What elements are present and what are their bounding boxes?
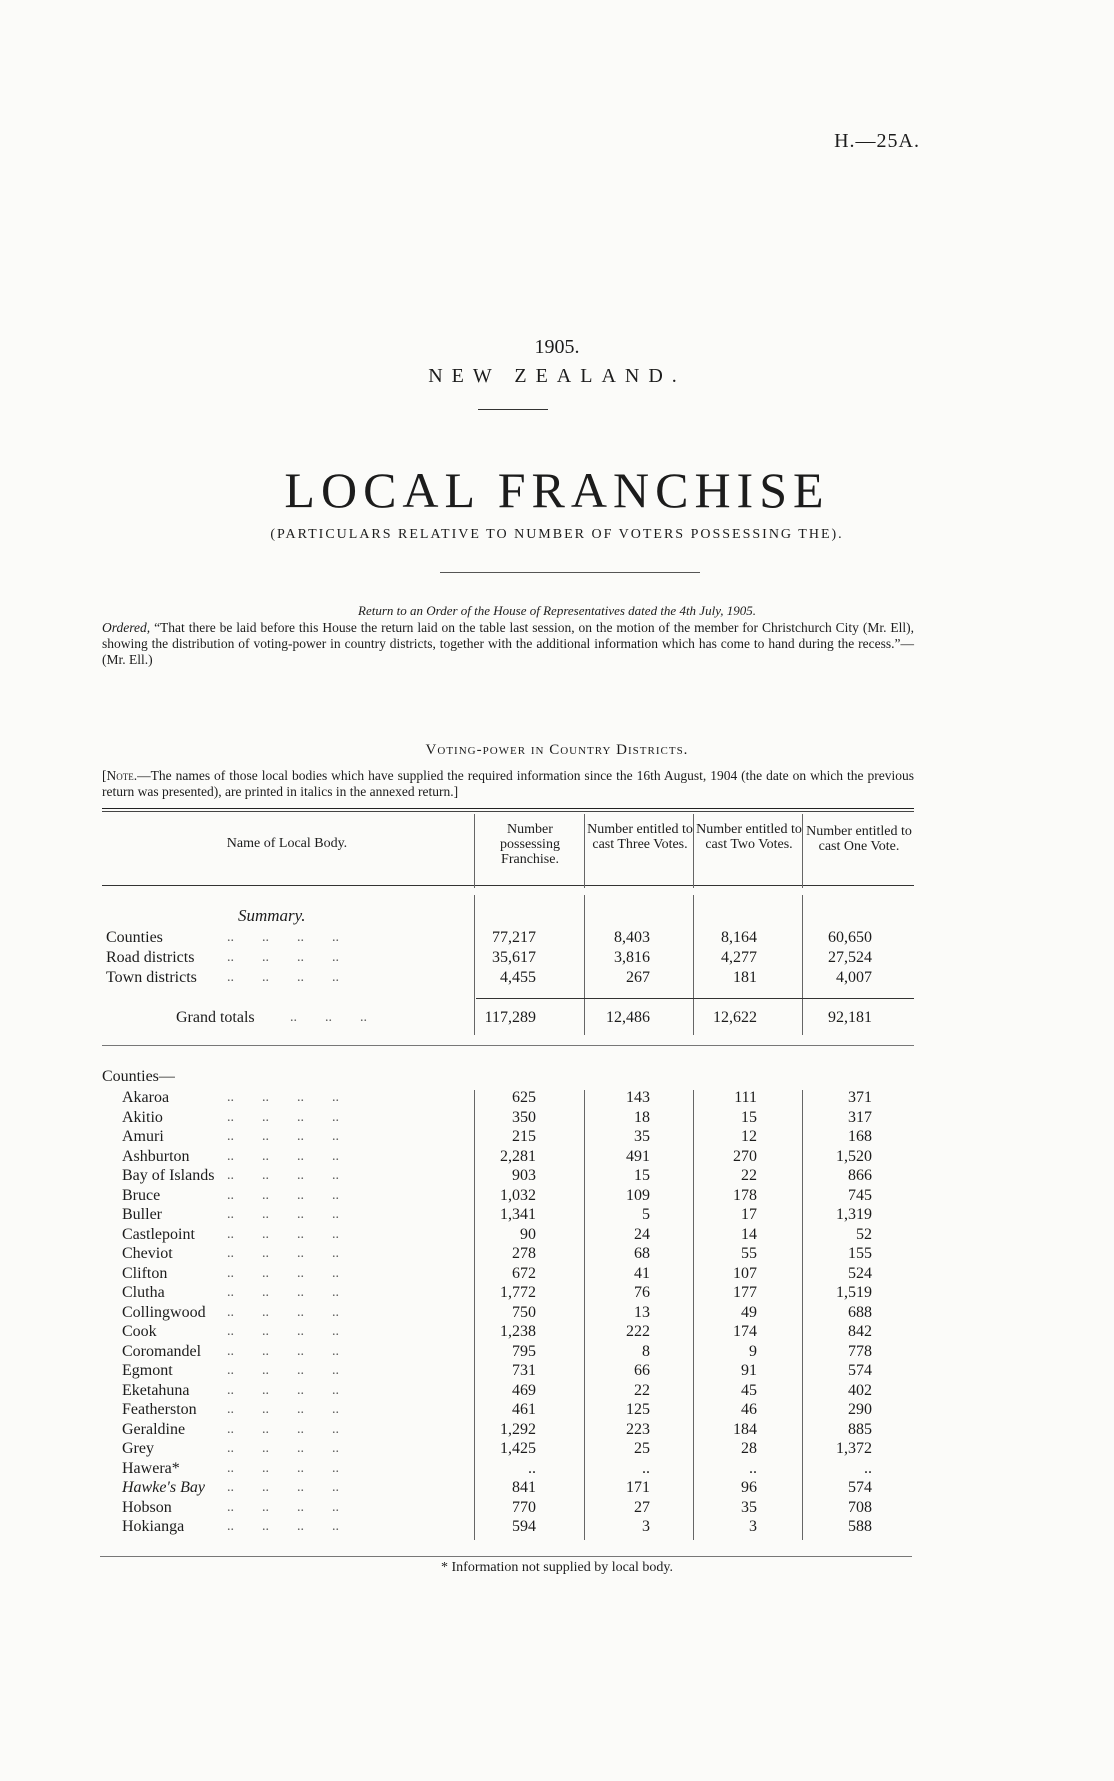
cell-one-vote: 168 bbox=[848, 1128, 872, 1145]
row-name: Akaroa bbox=[122, 1089, 170, 1106]
leader-dots: .. .. .. .. bbox=[220, 1246, 339, 1261]
cell-franchise: 1,425 bbox=[500, 1440, 536, 1457]
leader-dots: .. .. .. .. bbox=[220, 1480, 339, 1495]
table-row bbox=[0, 1205, 1114, 1224]
summary-label: Summary. bbox=[238, 906, 306, 925]
table-row bbox=[0, 1147, 1114, 1166]
leader-dots: .. .. .. .. bbox=[220, 1383, 339, 1398]
leader-dots: .. .. .. .. bbox=[220, 1441, 339, 1456]
leader-dots: .. .. .. .. bbox=[220, 950, 339, 965]
header-rule bbox=[102, 885, 914, 886]
table-row bbox=[0, 1225, 1114, 1244]
cell-three-votes: 76 bbox=[634, 1284, 650, 1301]
cell-three-votes: 223 bbox=[626, 1421, 650, 1438]
cell-three-votes: 8,403 bbox=[614, 929, 650, 946]
leader-dots: .. .. .. .. bbox=[220, 1285, 339, 1300]
ordered-lead: Ordered, bbox=[102, 620, 151, 635]
cell-one-vote: .. bbox=[864, 1460, 872, 1477]
leader-dots: .. .. .. .. bbox=[220, 1110, 339, 1125]
leader-dots: .. .. .. .. bbox=[220, 1422, 339, 1437]
column-header-franchise: Number possessing Franchise. bbox=[500, 822, 560, 867]
cell-two-votes: 17 bbox=[741, 1206, 757, 1223]
cell-three-votes: 171 bbox=[626, 1479, 650, 1496]
table-row bbox=[0, 1478, 1114, 1497]
cell-two-votes: 111 bbox=[734, 1089, 757, 1106]
cell-three-votes: 13 bbox=[634, 1304, 650, 1321]
table-row bbox=[0, 1283, 1114, 1302]
table-row bbox=[0, 1264, 1114, 1283]
cell-two-votes: .. bbox=[749, 1460, 757, 1477]
leader-dots: .. .. .. .. bbox=[220, 1129, 339, 1144]
cell-one-vote: 402 bbox=[848, 1382, 872, 1399]
table-row bbox=[0, 1088, 1114, 1107]
cell-three-votes: 15 bbox=[634, 1167, 650, 1184]
page-title: LOCAL FRANCHISE bbox=[284, 462, 830, 518]
cell-three-votes: 3,816 bbox=[614, 949, 650, 966]
cell-one-vote: 1,520 bbox=[836, 1148, 872, 1165]
table-row bbox=[0, 1498, 1114, 1517]
cell-two-votes: 46 bbox=[741, 1401, 757, 1418]
column-divider bbox=[474, 814, 475, 888]
leader-dots: .. .. .. .. bbox=[220, 1500, 339, 1515]
leader-dots: .. .. .. .. bbox=[220, 1168, 339, 1183]
paper-reference: H.—25A. bbox=[834, 130, 920, 152]
note-lead: [Note. bbox=[102, 768, 138, 783]
cell-one-vote: 574 bbox=[848, 1362, 872, 1379]
cell-two-votes: 177 bbox=[733, 1284, 757, 1301]
cell-one-vote: 842 bbox=[848, 1323, 872, 1340]
table-top-rule bbox=[102, 808, 914, 809]
cell-one-vote: 290 bbox=[848, 1401, 872, 1418]
row-name: Road districts bbox=[106, 949, 195, 966]
cell-three-votes: 12,486 bbox=[606, 1009, 650, 1026]
cell-three-votes: 27 bbox=[634, 1499, 650, 1516]
cell-franchise: 795 bbox=[512, 1343, 536, 1360]
cell-two-votes: 12,622 bbox=[713, 1009, 757, 1026]
cell-one-vote: 708 bbox=[848, 1499, 872, 1516]
cell-franchise: 841 bbox=[512, 1479, 536, 1496]
row-name: Grey bbox=[122, 1440, 154, 1457]
cell-two-votes: 28 bbox=[741, 1440, 757, 1457]
table-row bbox=[0, 968, 1114, 987]
table-bottom-rule bbox=[100, 1556, 912, 1557]
subtitle-divider bbox=[440, 572, 700, 573]
leader-dots: .. .. .. .. bbox=[220, 1227, 339, 1242]
cell-two-votes: 9 bbox=[749, 1343, 757, 1360]
cell-one-vote: 778 bbox=[848, 1343, 872, 1360]
row-name: Hawera* bbox=[122, 1460, 180, 1477]
cell-franchise: 2,281 bbox=[500, 1148, 536, 1165]
footnote: * Information not supplied by local body. bbox=[441, 1560, 673, 1575]
table-row bbox=[0, 1303, 1114, 1322]
table-row bbox=[0, 1342, 1114, 1361]
cell-two-votes: 35 bbox=[741, 1499, 757, 1516]
table-row bbox=[0, 1108, 1114, 1127]
row-name: Cook bbox=[122, 1323, 157, 1340]
cell-franchise: 35,617 bbox=[492, 949, 536, 966]
cell-three-votes: 267 bbox=[626, 969, 650, 986]
table-row bbox=[0, 1517, 1114, 1536]
cell-one-vote: 52 bbox=[856, 1226, 872, 1243]
cell-one-vote: 1,519 bbox=[836, 1284, 872, 1301]
cell-one-vote: 866 bbox=[848, 1167, 872, 1184]
cell-two-votes: 184 bbox=[733, 1421, 757, 1438]
leader-dots: .. .. .. .. bbox=[220, 1266, 339, 1281]
table-row bbox=[0, 1127, 1114, 1146]
row-name: Counties bbox=[106, 929, 163, 946]
note-text: —The names of those local bodies which have supplied the required information since the 16th August, 1904 (the date on which the previous return was presented), are printed in italics in the annexed return.] bbox=[102, 768, 914, 799]
column-divider bbox=[584, 814, 585, 888]
cell-one-vote: 1,372 bbox=[836, 1440, 872, 1457]
cell-franchise: .. bbox=[528, 1460, 536, 1477]
cell-three-votes: 8 bbox=[642, 1343, 650, 1360]
table-row bbox=[0, 1381, 1114, 1400]
cell-three-votes: 18 bbox=[634, 1109, 650, 1126]
row-name: Clifton bbox=[122, 1265, 168, 1282]
row-name: Buller bbox=[122, 1206, 162, 1223]
cell-one-vote: 371 bbox=[848, 1089, 872, 1106]
cell-two-votes: 96 bbox=[741, 1479, 757, 1496]
row-name: Hobson bbox=[122, 1499, 172, 1516]
cell-two-votes: 12 bbox=[741, 1128, 757, 1145]
table-row bbox=[0, 948, 1114, 967]
cell-two-votes: 49 bbox=[741, 1304, 757, 1321]
leader-dots: .. .. .. .. bbox=[220, 1461, 339, 1476]
cell-franchise: 278 bbox=[512, 1245, 536, 1262]
cell-franchise: 903 bbox=[512, 1167, 536, 1184]
cell-franchise: 4,455 bbox=[500, 969, 536, 986]
row-name: Town districts bbox=[106, 969, 197, 986]
cell-two-votes: 178 bbox=[733, 1187, 757, 1204]
cell-two-votes: 181 bbox=[733, 969, 757, 986]
row-name: Castlepoint bbox=[122, 1226, 195, 1243]
leader-dots: .. .. .. .. bbox=[220, 1149, 339, 1164]
cell-franchise: 770 bbox=[512, 1499, 536, 1516]
year: 1905. bbox=[534, 336, 580, 358]
cell-one-vote: 60,650 bbox=[828, 929, 872, 946]
cell-two-votes: 8,164 bbox=[721, 929, 757, 946]
cell-three-votes: 125 bbox=[626, 1401, 650, 1418]
cell-franchise: 594 bbox=[512, 1518, 536, 1535]
cell-three-votes: 22 bbox=[634, 1382, 650, 1399]
column-header-name: Name of Local Body. bbox=[226, 836, 348, 851]
row-name: Coromandel bbox=[122, 1343, 202, 1360]
cell-three-votes: 35 bbox=[634, 1128, 650, 1145]
cell-three-votes: 143 bbox=[626, 1089, 650, 1106]
cell-two-votes: 15 bbox=[741, 1109, 757, 1126]
cell-two-votes: 3 bbox=[749, 1518, 757, 1535]
row-name: Hokianga bbox=[122, 1518, 185, 1535]
table-row bbox=[0, 1186, 1114, 1205]
cell-franchise: 625 bbox=[512, 1089, 536, 1106]
table-row bbox=[0, 1244, 1114, 1263]
cell-franchise: 77,217 bbox=[492, 929, 536, 946]
row-name: Amuri bbox=[122, 1128, 164, 1145]
row-name: Geraldine bbox=[122, 1421, 186, 1438]
cell-three-votes: 41 bbox=[634, 1265, 650, 1282]
cell-three-votes: 109 bbox=[626, 1187, 650, 1204]
column-header-two-votes: Number entitled to cast Two Votes. bbox=[696, 822, 802, 852]
cell-two-votes: 174 bbox=[733, 1323, 757, 1340]
cell-one-vote: 92,181 bbox=[828, 1009, 872, 1026]
cell-three-votes: 68 bbox=[634, 1245, 650, 1262]
cell-franchise: 1,341 bbox=[500, 1206, 536, 1223]
cell-franchise: 672 bbox=[512, 1265, 536, 1282]
cell-franchise: 469 bbox=[512, 1382, 536, 1399]
grand-total-row bbox=[0, 1008, 1114, 1027]
cell-one-vote: 574 bbox=[848, 1479, 872, 1496]
table-row bbox=[0, 1322, 1114, 1341]
row-name: Collingwood bbox=[122, 1304, 206, 1321]
section-separator bbox=[102, 1045, 914, 1046]
country-heading: NEW ZEALAND. bbox=[428, 365, 686, 387]
table-top-rule-inner bbox=[102, 811, 914, 812]
cell-two-votes: 55 bbox=[741, 1245, 757, 1262]
cell-three-votes: 24 bbox=[634, 1226, 650, 1243]
cell-one-vote: 317 bbox=[848, 1109, 872, 1126]
title-divider bbox=[478, 409, 548, 410]
section-note bbox=[102, 768, 914, 800]
cell-two-votes: 107 bbox=[733, 1265, 757, 1282]
cell-two-votes: 14 bbox=[741, 1226, 757, 1243]
row-name: Cheviot bbox=[122, 1245, 173, 1262]
return-order-line: Return to an Order of the House of Representatives dated the 4th July, 1905. bbox=[358, 603, 756, 618]
leader-dots: .. .. .. .. bbox=[220, 1402, 339, 1417]
cell-one-vote: 155 bbox=[848, 1245, 872, 1262]
table-row bbox=[0, 1439, 1114, 1458]
leader-dots: .. .. .. .. bbox=[220, 1324, 339, 1339]
cell-franchise: 350 bbox=[512, 1109, 536, 1126]
leader-dots: .. .. .. .. bbox=[220, 1090, 339, 1105]
row-name: Ashburton bbox=[122, 1148, 190, 1165]
table-row bbox=[0, 1400, 1114, 1419]
cell-one-vote: 688 bbox=[848, 1304, 872, 1321]
row-name: Hawke's Bay bbox=[122, 1479, 205, 1496]
cell-franchise: 1,238 bbox=[500, 1323, 536, 1340]
cell-one-vote: 27,524 bbox=[828, 949, 872, 966]
row-name: Featherston bbox=[122, 1401, 197, 1418]
cell-franchise: 1,292 bbox=[500, 1421, 536, 1438]
table-row bbox=[0, 1420, 1114, 1439]
totals-rule bbox=[476, 998, 914, 999]
leader-dots: .. .. .. .. bbox=[220, 1363, 339, 1378]
cell-franchise: 215 bbox=[512, 1128, 536, 1145]
leader-dots: .. .. .. .. bbox=[220, 930, 339, 945]
cell-franchise: 117,289 bbox=[484, 1009, 536, 1026]
leader-dots: .. .. .. .. bbox=[220, 1519, 339, 1534]
cell-one-vote: 1,319 bbox=[836, 1206, 872, 1223]
row-name: Akitio bbox=[122, 1109, 163, 1126]
table-row bbox=[0, 1166, 1114, 1185]
section-heading: Voting-power in Country Districts. bbox=[425, 742, 689, 758]
row-name: Clutha bbox=[122, 1284, 165, 1301]
ordered-paragraph bbox=[102, 620, 914, 668]
cell-three-votes: 222 bbox=[626, 1323, 650, 1340]
leader-dots: .. .. .. .. bbox=[220, 1207, 339, 1222]
counties-heading: Counties— bbox=[102, 1068, 175, 1085]
ordered-text: “That there be laid before this House the return laid on the table last session, on the motion of the member for Christchurch City (Mr. Ell), showing the distribution of voting-power in country districts, together with the additional information which has come to hand during the recess.”—(Mr. Ell.) bbox=[102, 620, 915, 667]
cell-three-votes: 5 bbox=[642, 1206, 650, 1223]
cell-two-votes: 4,277 bbox=[721, 949, 757, 966]
cell-franchise: 731 bbox=[512, 1362, 536, 1379]
cell-one-vote: 885 bbox=[848, 1421, 872, 1438]
cell-franchise: 1,772 bbox=[500, 1284, 536, 1301]
row-name: Bay of Islands bbox=[122, 1167, 215, 1184]
cell-two-votes: 91 bbox=[741, 1362, 757, 1379]
cell-two-votes: 270 bbox=[733, 1148, 757, 1165]
cell-franchise: 90 bbox=[520, 1226, 536, 1243]
row-name: Bruce bbox=[122, 1187, 161, 1204]
cell-one-vote: 4,007 bbox=[836, 969, 872, 986]
column-divider bbox=[693, 814, 694, 888]
cell-two-votes: 45 bbox=[741, 1382, 757, 1399]
row-name: Eketahuna bbox=[122, 1382, 190, 1399]
cell-three-votes: 3 bbox=[642, 1518, 650, 1535]
cell-one-vote: 588 bbox=[848, 1518, 872, 1535]
row-name: Grand totals bbox=[176, 1009, 255, 1026]
column-header-three-votes: Number entitled to cast Three Votes. bbox=[587, 822, 693, 852]
cell-franchise: 750 bbox=[512, 1304, 536, 1321]
cell-one-vote: 524 bbox=[848, 1265, 872, 1282]
cell-three-votes: 491 bbox=[626, 1148, 650, 1165]
page-subtitle: (PARTICULARS RELATIVE TO NUMBER OF VOTERS POSSESSING THE). bbox=[270, 527, 844, 542]
cell-one-vote: 745 bbox=[848, 1187, 872, 1204]
cell-three-votes: .. bbox=[642, 1460, 650, 1477]
cell-three-votes: 25 bbox=[634, 1440, 650, 1457]
cell-two-votes: 22 bbox=[741, 1167, 757, 1184]
column-divider bbox=[802, 814, 803, 888]
leader-dots: .. .. .. .. bbox=[220, 970, 339, 985]
table-row bbox=[0, 1361, 1114, 1380]
column-header-one-vote: Number entitled to cast One Vote. bbox=[806, 824, 912, 854]
leader-dots: .. .. .. .. bbox=[220, 1344, 339, 1359]
leader-dots: .. .. .. bbox=[290, 1010, 367, 1025]
cell-three-votes: 66 bbox=[634, 1362, 650, 1379]
row-name: Egmont bbox=[122, 1362, 173, 1379]
cell-franchise: 461 bbox=[512, 1401, 536, 1418]
cell-franchise: 1,032 bbox=[500, 1187, 536, 1204]
table-row bbox=[0, 928, 1114, 947]
leader-dots: .. .. .. .. bbox=[220, 1188, 339, 1203]
leader-dots: .. .. .. .. bbox=[220, 1305, 339, 1320]
table-row bbox=[0, 1459, 1114, 1478]
